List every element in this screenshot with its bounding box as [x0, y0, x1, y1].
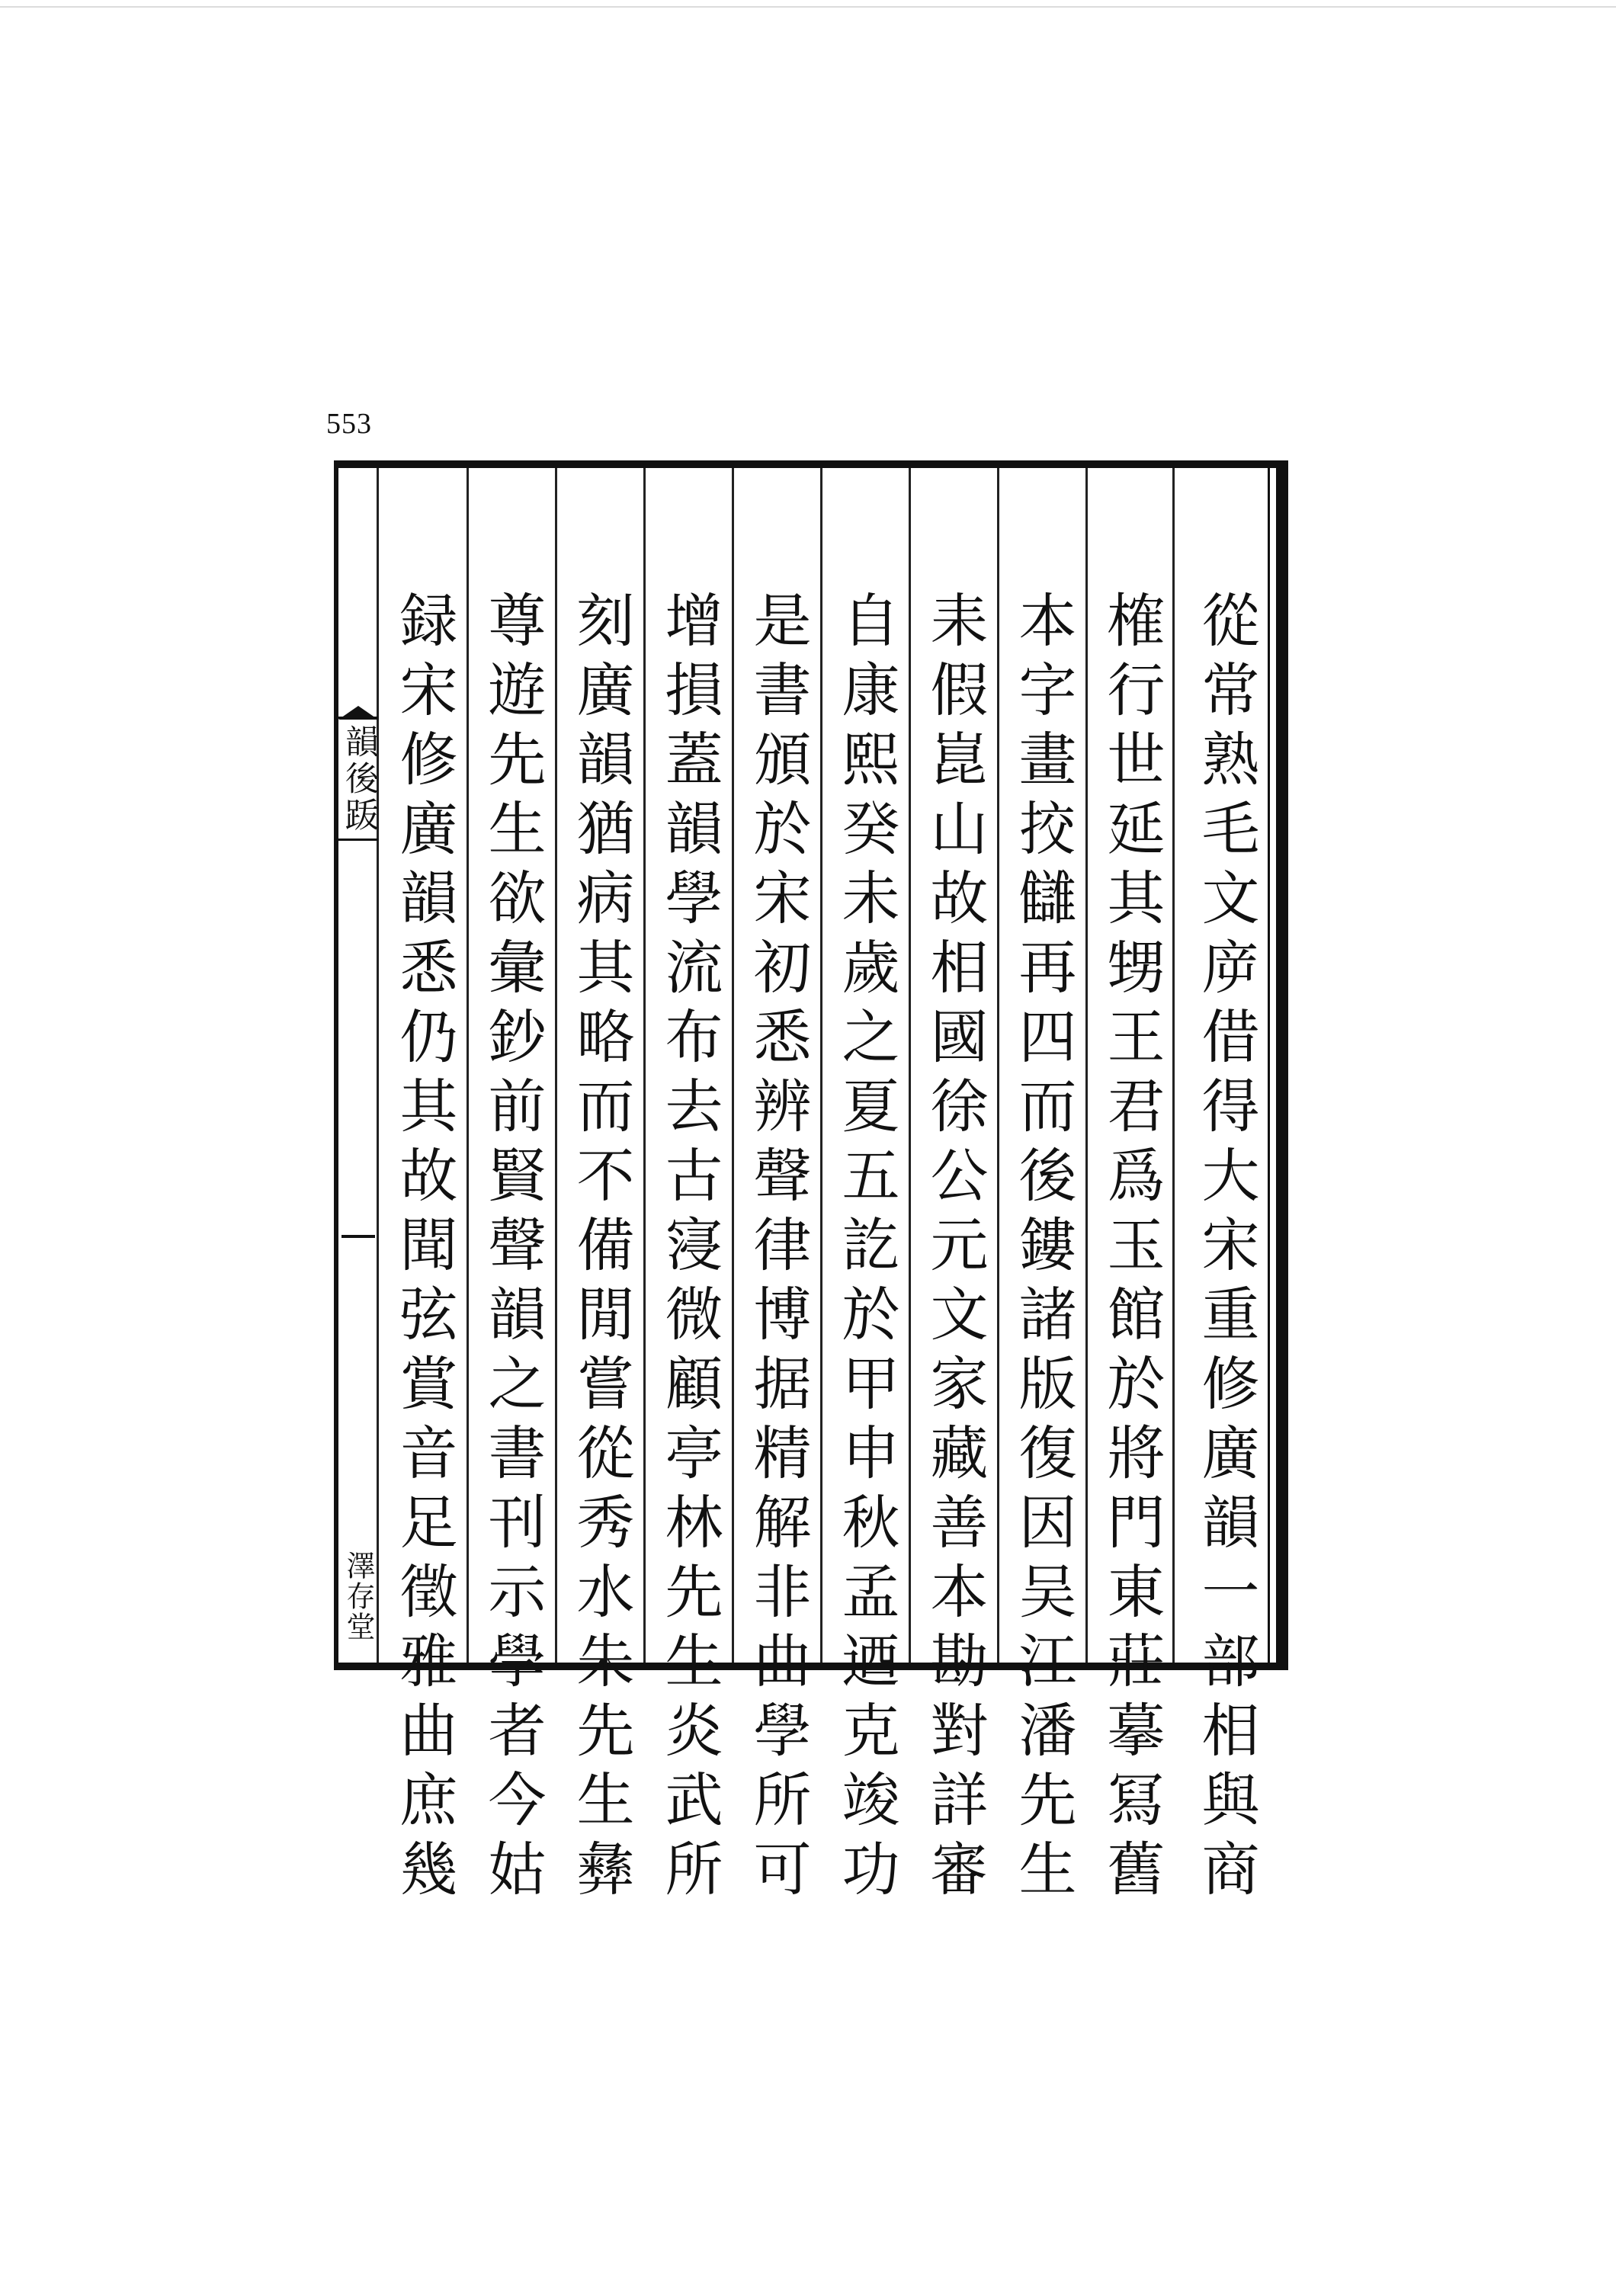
gutter-title-underline	[338, 839, 378, 841]
text-column-10: 録宋修廣韻悉仍其故聞弦賞音足徵雅曲庶幾	[390, 590, 458, 1908]
text-column-1: 從常熟毛文㡿借得大宋重修廣韻一部相與商	[1192, 590, 1260, 1908]
frame-top-border	[334, 460, 1288, 468]
text-column-4: 耒假崑山故相國徐公元文家藏善本勘對詳審	[921, 590, 989, 1908]
column-rule	[909, 468, 911, 1663]
column-rule	[820, 468, 822, 1663]
column-rule	[643, 468, 646, 1663]
column-rule	[997, 468, 999, 1663]
gutter-title: 韻後䟦	[339, 724, 378, 834]
column-rule	[1085, 468, 1088, 1663]
text-column-3: 本字畫挍讎再四而後鏤諸版復因吴江潘先生	[1009, 590, 1077, 1908]
column-rule	[555, 468, 557, 1663]
fish-tail-line	[338, 717, 378, 719]
text-column-6: 是書頒於宋初悉辨聲律博据精解非曲學所可	[744, 590, 812, 1908]
frame-left-border	[334, 460, 338, 1670]
column-rule	[467, 468, 469, 1663]
folio-number	[341, 1235, 375, 1238]
text-column-2: 榷行世延其甥王君爲玉館於將門東莊摹冩舊	[1098, 590, 1166, 1908]
column-rule	[732, 468, 734, 1663]
text-column-9: 尊遊先生欲彙鈔前賢聲韻之書刊示學者今姑	[479, 590, 547, 1908]
publisher-mark: 澤存堂	[341, 1550, 375, 1642]
text-column-7: 增損蓋韻學流布去古寖微顧亭林先生炎武所	[656, 590, 723, 1908]
text-column-8: 刻廣韻猶病其略而不備閒嘗從秀水朱先生彝	[567, 590, 635, 1908]
scan-top-edge	[0, 6, 1616, 8]
page-number: 553	[326, 408, 372, 440]
page-frame	[334, 460, 1288, 1908]
frame-right-border	[1276, 460, 1288, 1670]
gutter-rule	[377, 468, 379, 1663]
text-column-5: 自康熙癸未歲之夏五訖於甲申秋孟迺克竣功	[832, 590, 900, 1908]
